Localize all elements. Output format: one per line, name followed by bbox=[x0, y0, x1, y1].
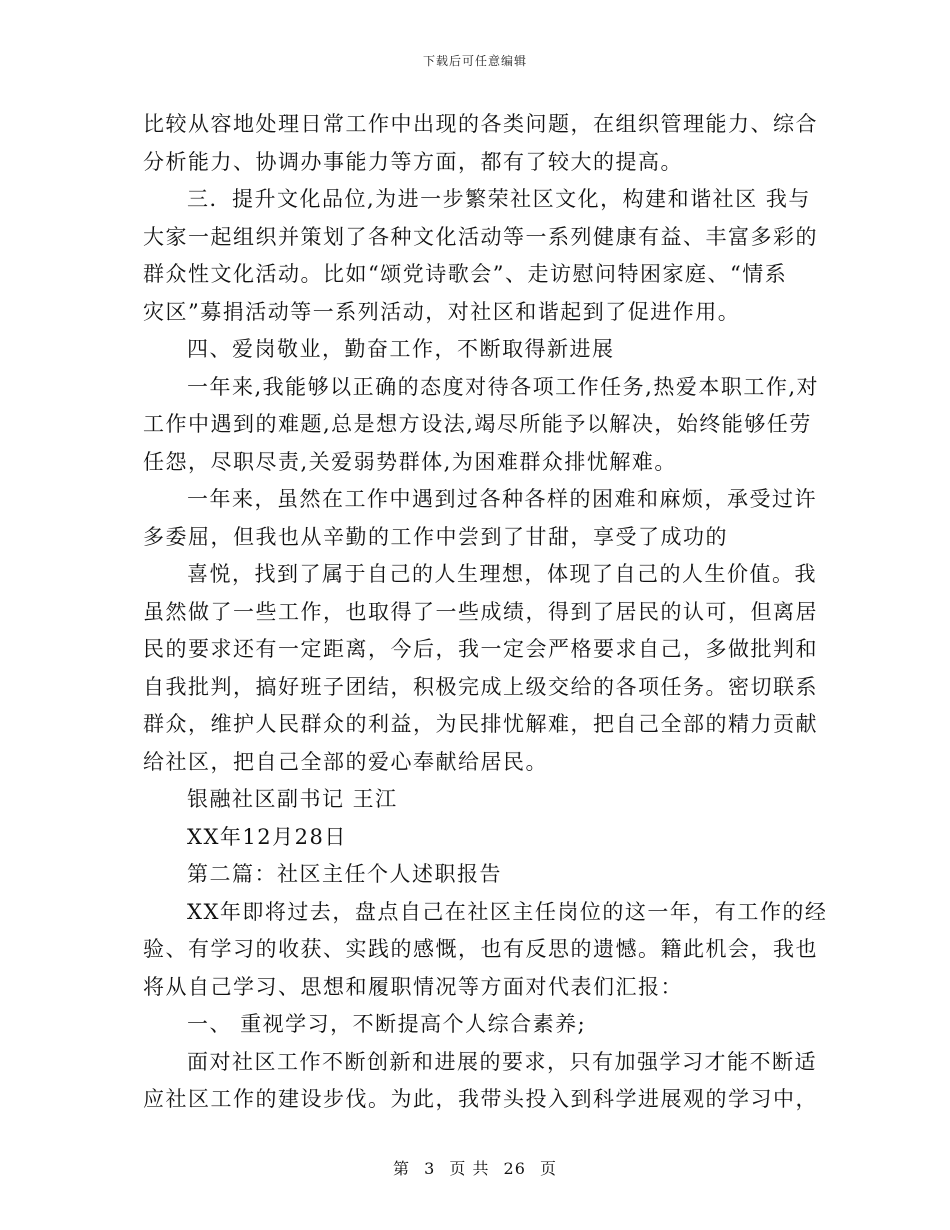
text-line: 群众性文化活动。比如“颂党诗歌会”、走访慰问特困家庭、“情系 bbox=[143, 262, 788, 286]
text-line: 第二篇：社区主任个人述职报告 bbox=[187, 862, 502, 886]
footer-suffix: 页 bbox=[540, 1159, 558, 1178]
text-line: 一、 重视学习，不断提高个人综合素养; bbox=[187, 1012, 587, 1036]
text-line: 多委屈，但我也从辛勤的工作中尝到了甘甜，享受了成功的 bbox=[143, 524, 728, 549]
footer-middle: 页 共 bbox=[449, 1159, 490, 1178]
footer-prefix: 第 bbox=[392, 1159, 410, 1178]
text-line: 面对社区工作不断创新和进展的要求，只有加强学习才能不断适 bbox=[187, 1049, 817, 1074]
text-line: 验、有学习的收获、实践的感慨，也有反思的遗憾。籍此机会，我也 bbox=[143, 937, 818, 961]
footer-current-page: 3 bbox=[424, 1159, 436, 1178]
text-line: 三．提升文化品位,为进一步繁荣社区文化，构建和谐社区 我与 bbox=[187, 187, 811, 211]
text-line: XX年12月28日 bbox=[187, 824, 347, 849]
text-line: 银融社区副书记 王江 bbox=[187, 787, 398, 811]
text-line: 灾区”募捐活动等一系列活动，对社区和谐起到了促进作用。 bbox=[143, 299, 741, 324]
text-line: 虽然做了一些工作，也取得了一些成绩，得到了居民的认可，但离居 bbox=[143, 599, 818, 624]
page-header: 下载后可任意编辑 bbox=[422, 54, 527, 68]
text-line: 任怨，尽职尽责,关爱弱势群体,为困难群众排忧解难。 bbox=[143, 449, 677, 474]
text-line: XX年即将过去，盘点自己在社区主任岗位的这一年，有工作的经 bbox=[187, 899, 828, 924]
text-line: 分析能力、协调办事能力等方面，都有了较大的提高。 bbox=[143, 149, 683, 174]
text-line: 工作中遇到的难题,总是想方设法,竭尽所能予以解决，始终能够任劳 bbox=[143, 412, 812, 436]
document-body bbox=[143, 106, 828, 1119]
text-line: 应社区工作的建设步伐。为此，我带头投入到科学进展观的学习中， bbox=[143, 1087, 818, 1111]
text-line: 自我批判，搞好班子团结，积极完成上级交给的各项任务。密切联系 bbox=[143, 674, 818, 699]
text-line: 群众，维护人民群众的利益，为民排忧解难，把自己全部的精力贡献 bbox=[143, 712, 818, 736]
text-line: 一年来,我能够以正确的态度对待各项工作任务,热爱本职工作,对 bbox=[187, 374, 820, 399]
text-line: 一年来，虽然在工作中遇到过各种各样的困难和麻烦，承受过许 bbox=[187, 487, 817, 511]
footer-total-pages: 26 bbox=[503, 1159, 526, 1178]
text-line: 大家一起组织并策划了各种文化活动等一系列健康有益、丰富多彩的 bbox=[143, 224, 818, 249]
text-line: 将从自己学习、思想和履职情况等方面对代表们汇报： bbox=[143, 974, 683, 999]
text-line: 给社区，把自己全部的爱心奉献给居民。 bbox=[143, 749, 548, 774]
page-footer bbox=[0, 1156, 950, 1179]
text-line: 比较从容地处理日常工作中出现的各类问题，在组织管理能力、综合 bbox=[143, 112, 818, 136]
text-line: 喜悦，找到了属于自己的人生理想，体现了自己的人生价值。我 bbox=[187, 562, 817, 586]
text-line: 民的要求还有一定距离，今后，我一定会严格要求自己，多做批判和 bbox=[143, 637, 818, 661]
text-line: 四、爱岗敬业，勤奋工作，不断取得新进展 bbox=[187, 337, 615, 361]
